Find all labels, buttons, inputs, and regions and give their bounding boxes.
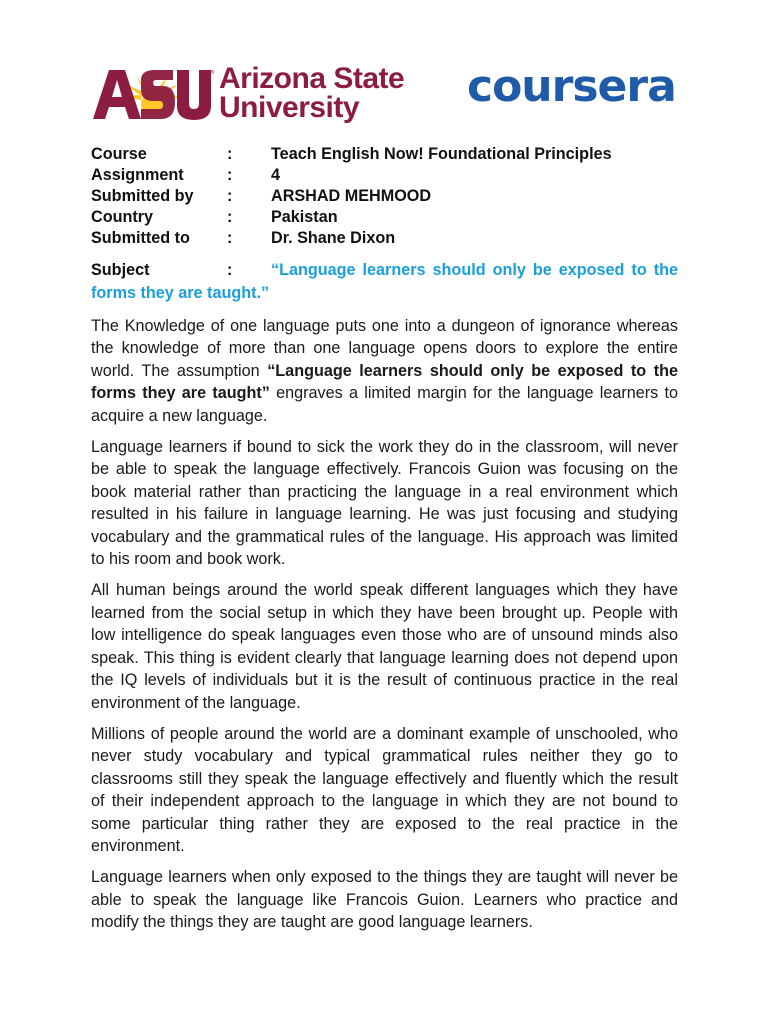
- paragraph-1-text-a: The Knowledge of one language puts one into a dungeon of ignorance whereas the knowledge of more than one language opens doors to explore the entire world. The assumption: [91, 317, 678, 380]
- meta-value: 4: [271, 166, 281, 184]
- meta-key: Submitted to: [91, 229, 190, 247]
- subject-line: [91, 259, 678, 305]
- meta-key: Country: [91, 208, 154, 226]
- paragraph-2: Language learners if bound to sick the work they do in the classroom, will never be able to speak the language effectively. Francois Guion was focusing on the book material rather than practicing the language in a real environment which resulted in his failure in language learning. He was just focusing and studying vocabulary and the grammatical rules of the language. His approach was limited to his room and book work.: [91, 438, 678, 569]
- meta-row-submitted-to: [91, 228, 681, 249]
- meta-key: Submitted by: [91, 187, 194, 205]
- paragraph-3: All human beings around the world speak different languages which they have learned from the social setup in which they have been brought up. People with low intelligence do speak languages even those who are of unsound minds also speak. This thing is evident clearly that language learning does not depend upon the IQ levels of individuals but it is the result of continuous practice in the real environment of the language.: [91, 581, 678, 712]
- meta-separator: :: [227, 187, 233, 205]
- meta-separator: :: [227, 166, 233, 184]
- meta-row-submitted-by: [91, 186, 681, 207]
- meta-separator: :: [227, 229, 233, 247]
- meta-key: Course: [91, 145, 147, 163]
- meta-key: Assignment: [91, 166, 184, 184]
- paragraph-4: Millions of people around the world are a dominant example of unschooled, who never study vocabulary and typical grammatical rules neither they go to classrooms still they speak the language effectively and fluently which the result of their independent approach to the language in which they are not bound to some particular thing rather they are exposed to the real practice in the environment.: [91, 724, 678, 855]
- essay-body: [91, 315, 678, 943]
- paragraph-1-assumption: “Language learners should only be exposed to the forms they are taught”: [91, 361, 678, 403]
- meta-row-country: [91, 207, 681, 228]
- meta-value: Teach English Now! Foundational Principles: [271, 145, 612, 163]
- asu-logo: [91, 62, 404, 124]
- subject-key: Subject: [91, 261, 150, 279]
- meta-separator: :: [227, 208, 233, 226]
- svg-text:®: ®: [210, 70, 215, 76]
- meta-value: Dr. Shane Dixon: [271, 229, 396, 247]
- asu-mark-icon: [91, 64, 213, 122]
- coursera-logo: coursera: [467, 61, 676, 112]
- paragraph-5: Language learners when only exposed to the things they are taught will never be able to speak the language like Francois Guion. Learners who practice and modify the things they are taught are good language learners.: [91, 868, 678, 932]
- asu-wordmark-line2: University: [219, 91, 360, 124]
- paragraph-1-text-c: engraves a limited margin for the language learners to acquire a new language.: [91, 384, 678, 425]
- meta-value: Pakistan: [271, 208, 338, 226]
- submission-details: [91, 144, 681, 249]
- meta-row-assignment: [91, 165, 681, 186]
- meta-value: ARSHAD MEHMOOD: [271, 187, 432, 205]
- paragraph-1: [91, 315, 678, 427]
- meta-row-course: [91, 144, 681, 165]
- subject-text: “Language learners should only be exposed to the forms they are taught.”: [91, 261, 678, 302]
- asu-wordmark-line1: Arizona State: [219, 62, 405, 95]
- subject-separator: :: [227, 261, 233, 279]
- meta-separator: :: [227, 145, 233, 163]
- asu-wordmark: [219, 64, 404, 122]
